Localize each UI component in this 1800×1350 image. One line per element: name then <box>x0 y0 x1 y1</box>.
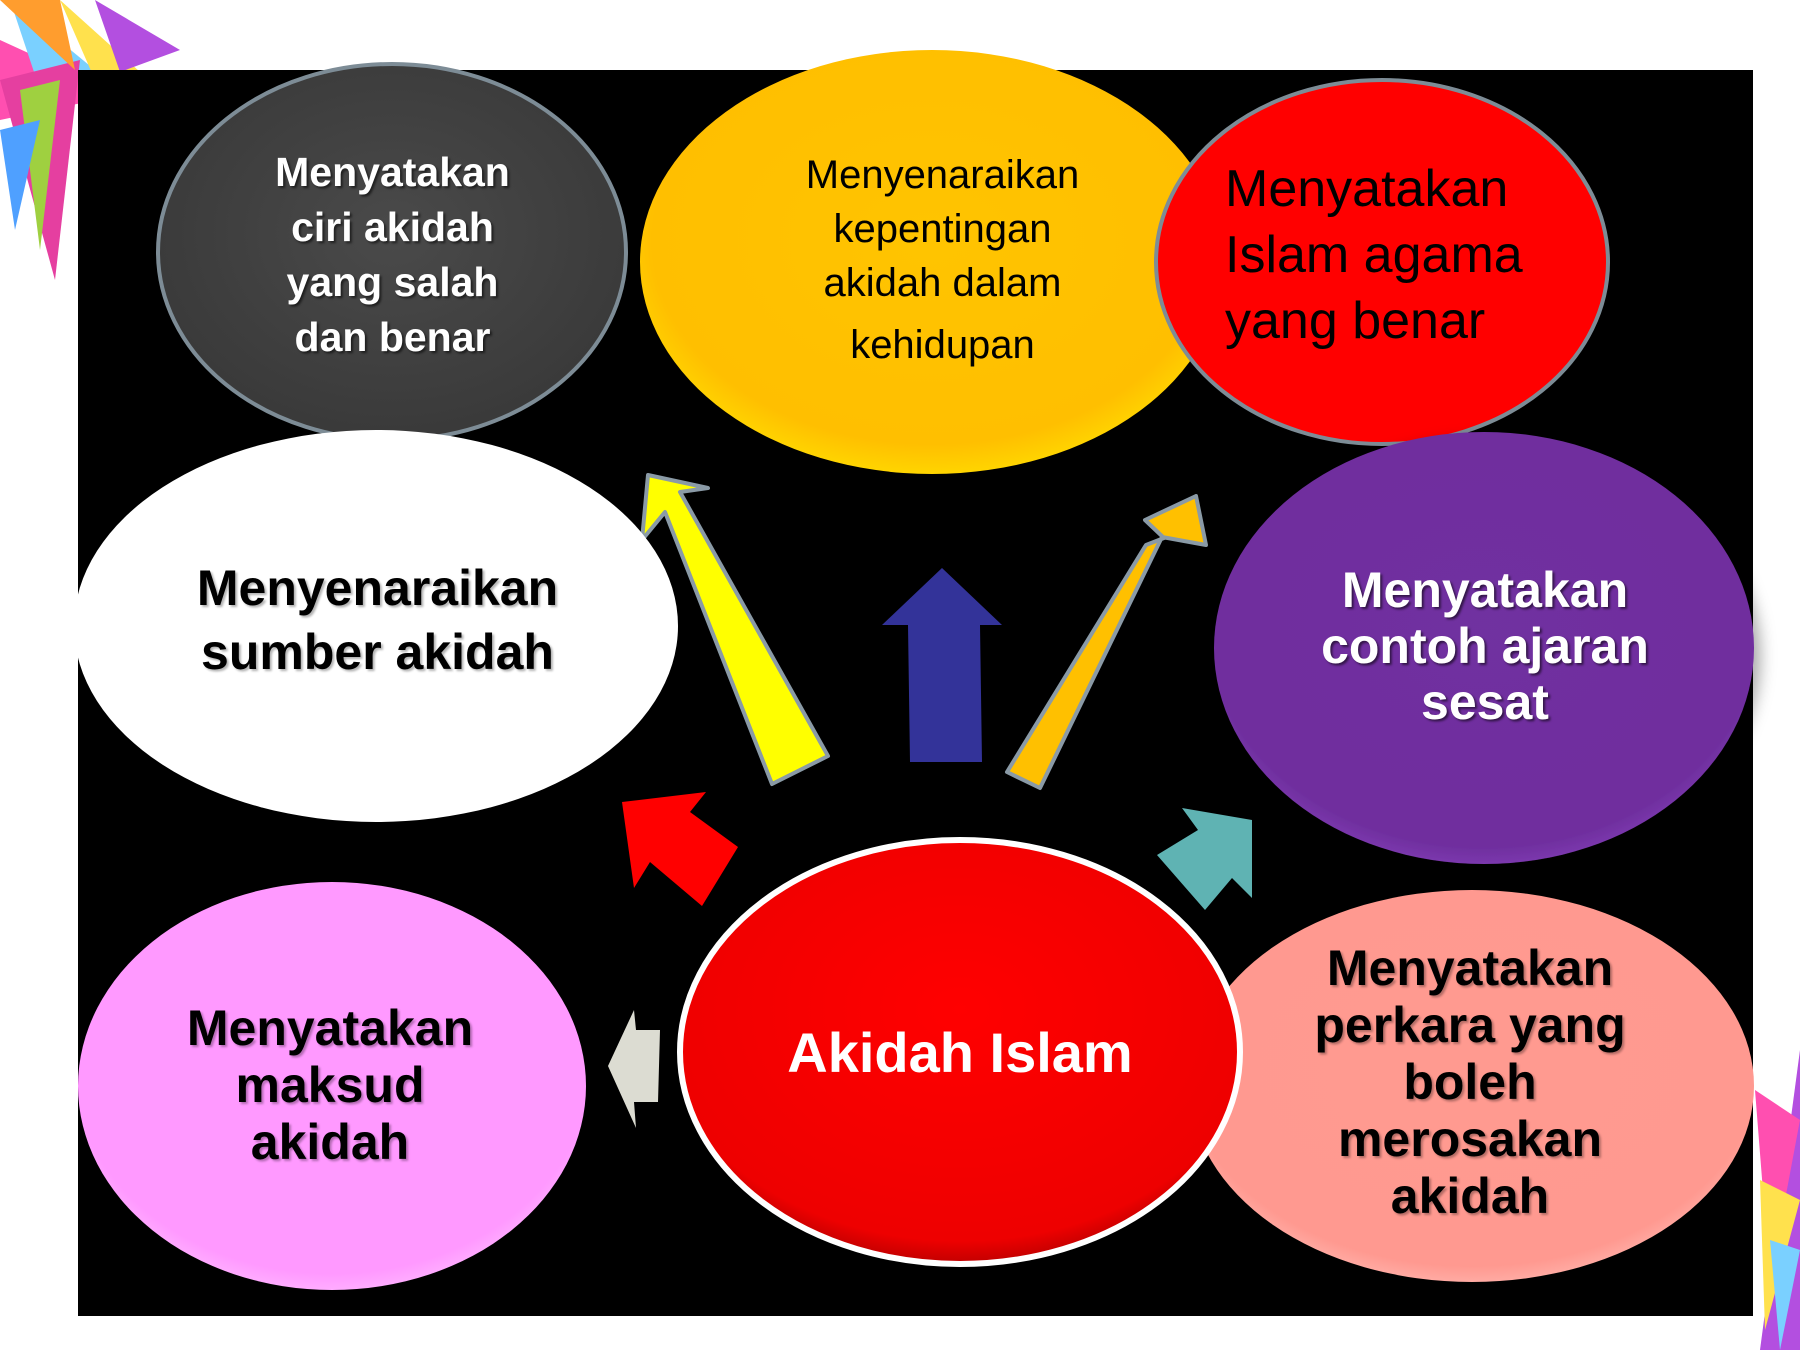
node-merosakan-line-3: boleh <box>1403 1054 1537 1110</box>
node-agama-benar-line-3: yang benar <box>1225 292 1486 350</box>
node-agama-benar <box>1225 150 1585 360</box>
node-kepentingan-line-3: akidah dalam <box>823 261 1062 305</box>
node-merosakan-line-5: akidah <box>1390 1168 1550 1224</box>
node-agama-benar-line-2: Islam agama <box>1225 226 1523 284</box>
node-ciri-line-3: yang salah <box>286 259 499 305</box>
node-ajaran-sesat-line-1: Menyatakan <box>1341 562 1629 618</box>
node-merosakan-line-4: merosakan <box>1337 1111 1603 1167</box>
center-node <box>740 1010 1180 1094</box>
node-ajaran-sesat-line-3: sesat <box>1421 674 1549 730</box>
arrow-to-maksud <box>608 1010 660 1128</box>
node-merosakan <box>1240 940 1700 1225</box>
arrow-to-ajaran-sesat <box>1157 808 1252 910</box>
node-ciri-line-4: dan benar <box>294 314 491 360</box>
center-node-label: Akidah Islam <box>787 1020 1133 1084</box>
node-ajaran-sesat-line-2: contoh ajaran <box>1321 618 1649 674</box>
node-merosakan-line-1: Menyatakan <box>1326 940 1614 996</box>
arrow-to-kepentingan <box>882 568 1002 762</box>
node-maksud-line-2: maksud <box>235 1056 425 1113</box>
node-agama-benar-line-1: Menyatakan <box>1225 160 1509 218</box>
node-maksud <box>120 995 540 1175</box>
node-kepentingan-line-1: Menyenaraikan <box>805 153 1080 197</box>
node-ciri <box>200 130 585 380</box>
node-sumber-line-2: sumber akidah <box>201 624 554 680</box>
arrow-to-agama-benar <box>1007 496 1206 788</box>
node-kepentingan-line-2: kepentingan <box>833 207 1052 251</box>
node-maksud-line-3: akidah <box>250 1113 410 1170</box>
node-ciri-line-2: ciri akidah <box>291 204 494 250</box>
node-sumber-line-1: Menyenaraikan <box>196 560 559 616</box>
node-kepentingan <box>720 140 1165 380</box>
node-ciri-line-1: Menyatakan <box>275 149 510 195</box>
node-sumber <box>130 550 625 690</box>
node-maksud-line-1: Menyatakan <box>186 999 474 1056</box>
node-ajaran-sesat <box>1255 556 1715 736</box>
node-merosakan-line-2: perkara yang <box>1314 997 1626 1053</box>
node-kepentingan-line-4: kehidupan <box>850 323 1035 367</box>
arrow-to-sumber <box>622 792 738 906</box>
